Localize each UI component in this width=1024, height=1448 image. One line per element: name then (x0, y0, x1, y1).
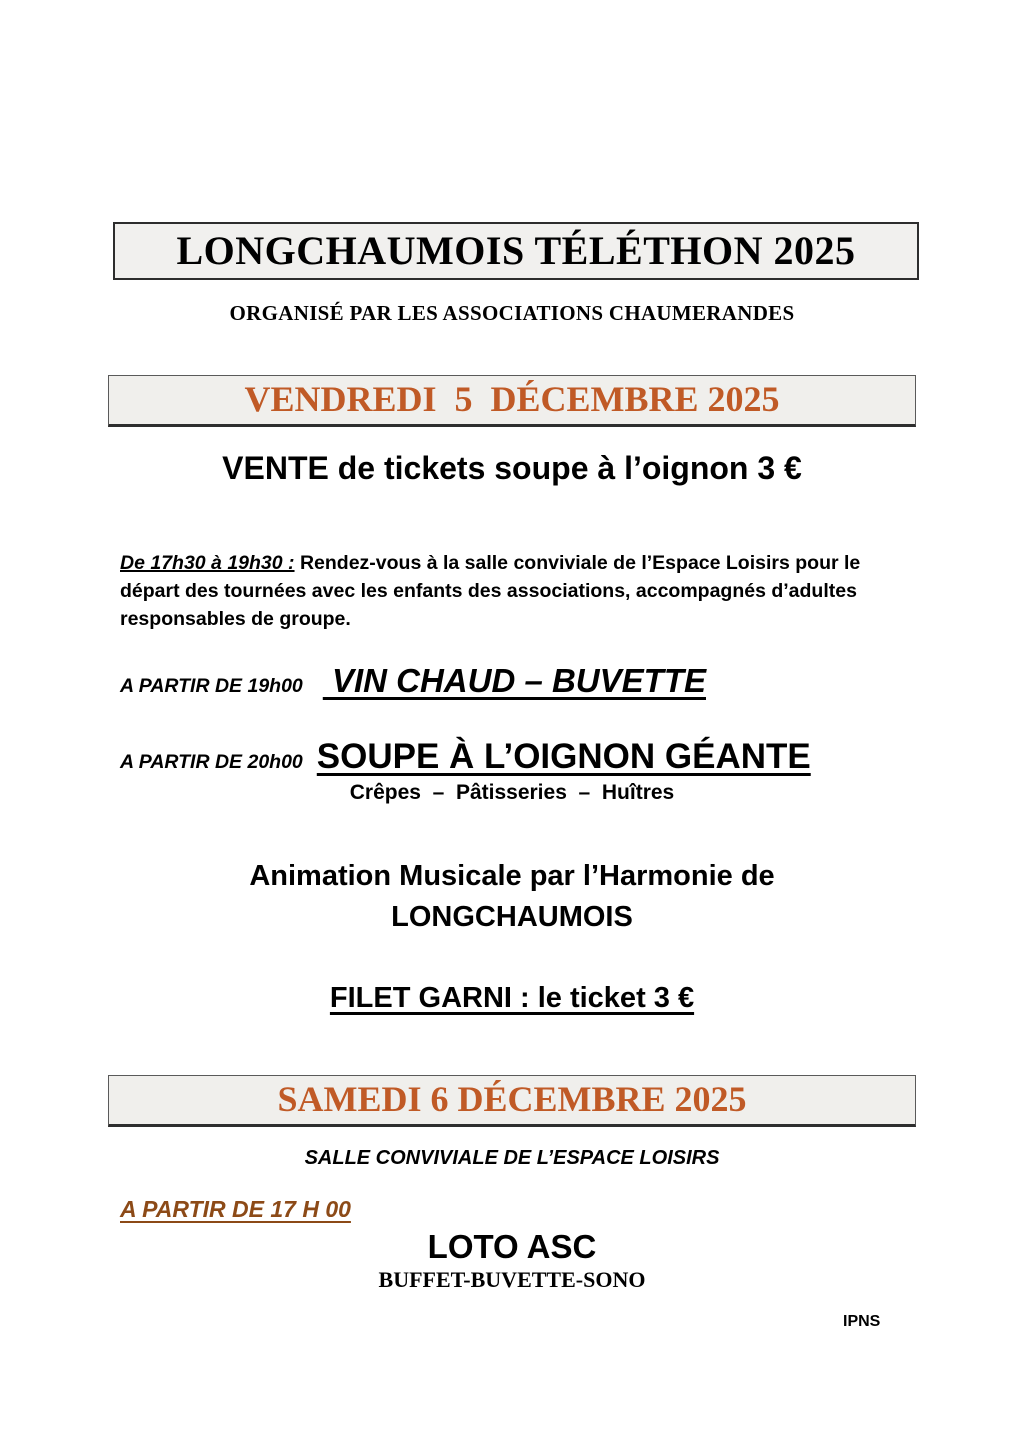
event2-subtitle: Crêpes – Pâtisseries – Huîtres (349, 781, 675, 804)
event2-time-label: A PARTIR DE 20h00 (120, 751, 303, 773)
event-line-19h (120, 662, 706, 700)
loto-title: LOTO ASC (427, 1228, 597, 1265)
saturday-banner: SAMEDI 6 DÉCEMBRE 2025 (108, 1075, 916, 1127)
friday-banner: VENDREDI 5 DÉCEMBRE 2025 (108, 375, 916, 427)
event1-time-label: A PARTIR DE 19h00 (120, 675, 303, 697)
event2-title: SOUPE À L’OIGNON GÉANTE (316, 737, 811, 776)
meeting-time-label: De 17h30 à 19h30 : (120, 552, 295, 574)
meeting-text: Rendez-vous à la salle conviviale de l’Espace Loisirs pour le départ des tournées avec les enfants des associations, accompagnés d’adultes responsables de groupe. (120, 552, 861, 630)
filet-garni-line (0, 982, 1024, 1015)
loto-subtitle: BUFFET-BUVETTE-SONO (378, 1267, 646, 1292)
filet-garni-text: FILET GARNI : le ticket 3 € (329, 982, 695, 1014)
ticket-sale-line: VENTE de tickets soupe à l’oignon 3 € (222, 450, 802, 486)
event-line-20h (120, 737, 811, 777)
animation-line2: LONGCHAUMOIS (391, 901, 633, 933)
poster-title: LONGCHAUMOIS TÉLÉTHON 2025 (113, 222, 919, 280)
saturday-start-time: A PARTIR DE 17 H 00 (120, 1196, 351, 1222)
meeting-paragraph (120, 549, 895, 633)
animation-line1: Animation Musicale par l’Harmonie de (249, 860, 775, 892)
ipns-footer-note: IPNS (843, 1313, 881, 1330)
event1-title: VIN CHAUD – BUVETTE (322, 662, 706, 699)
organizer-subtitle: ORGANISÉ PAR LES ASSOCIATIONS CHAUMERANDES (229, 301, 795, 325)
animation-block (0, 856, 1024, 938)
saturday-venue: SALLE CONVIVIALE DE L’ESPACE LOISIRS (304, 1147, 720, 1169)
